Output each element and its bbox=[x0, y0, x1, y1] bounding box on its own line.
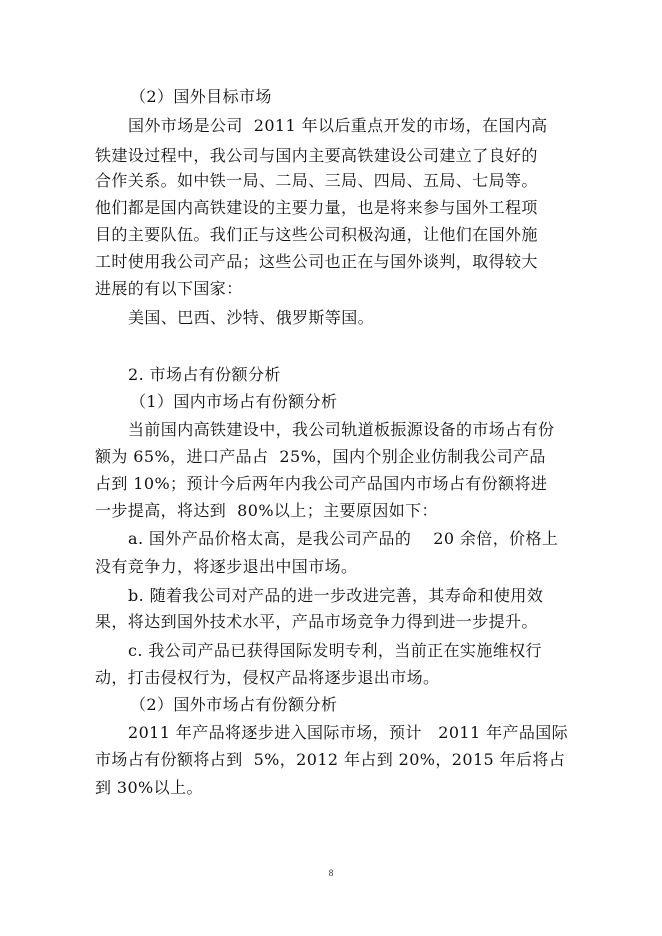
page-number: 8 bbox=[328, 868, 334, 878]
paragraph-line: 市场占有份额将占到 5%，2012 年占到 20%，2015 年后将占 bbox=[95, 750, 566, 769]
paragraph-line: 目的主要队伍。我们正与这些公司积极沟通，让他们在国外施 bbox=[95, 225, 538, 244]
subsection-heading-domestic: （1）国内市场占有份额分析 bbox=[130, 392, 338, 411]
paragraph-line: 果，将达到国外技术水平，产品市场竞争力得到进一步提升。 bbox=[95, 612, 538, 631]
reason-c: c. 我公司产品已获得国际发明专利，当前正在实施维权行 bbox=[128, 641, 542, 660]
reason-a: a. 国外产品价格太高，是我公司产品的 20 余倍，价格上 bbox=[128, 529, 559, 548]
reason-b: b. 随着我公司对产品的进一步改进完善，其寿命和使用效 bbox=[128, 586, 544, 605]
country-list: 美国、巴西、沙特、俄罗斯等国。 bbox=[128, 308, 375, 327]
paragraph-line: 工时使用我公司产品；这些公司也正在与国外谈判，取得较大 bbox=[95, 252, 538, 271]
paragraph-line: 到 30%以上。 bbox=[95, 778, 203, 797]
paragraph-line: 2011 年产品将逐步进入国际市场，预计 2011 年产品国际 bbox=[128, 723, 569, 742]
paragraph-line: 合作关系。如中铁一局、二局、三局、四局、五局、七局等。 bbox=[95, 171, 538, 190]
paragraph-line: 进展的有以下国家： bbox=[95, 279, 243, 298]
paragraph-line: 当前国内高铁建设中，我公司轨道板振源设备的市场占有份 bbox=[128, 420, 555, 439]
paragraph-line: 动，打击侵权行为，侵权产品将逐步退出市场。 bbox=[95, 668, 440, 687]
section-heading-foreign-target: （2）国外目标市场 bbox=[130, 87, 272, 106]
paragraph-line: 国外市场是公司 2011 年以后重点开发的市场，在国内高 bbox=[128, 116, 548, 135]
section-heading-market-share: 2. 市场占有份额分析 bbox=[128, 365, 281, 384]
paragraph-line: 额为 65%，进口产品占 25%，国内个别企业仿制我公司产品 bbox=[95, 447, 546, 466]
subsection-heading-foreign: （2）国外市场占有份额分析 bbox=[130, 695, 338, 714]
paragraph-line: 占到 10%；预计今后两年内我公司产品国内市场占有份额将进 bbox=[95, 474, 548, 493]
paragraph-line: 铁建设过程中，我公司与国内主要高铁建设公司建立了良好的 bbox=[95, 146, 538, 165]
paragraph-line: 一步提高，将达到 80%以上；主要原因如下： bbox=[95, 501, 438, 520]
paragraph-line: 没有竞争力，将逐步退出中国市场。 bbox=[95, 557, 358, 576]
paragraph-line: 他们都是国内高铁建设的主要力量，也是将来参与国外工程项 bbox=[95, 198, 538, 217]
